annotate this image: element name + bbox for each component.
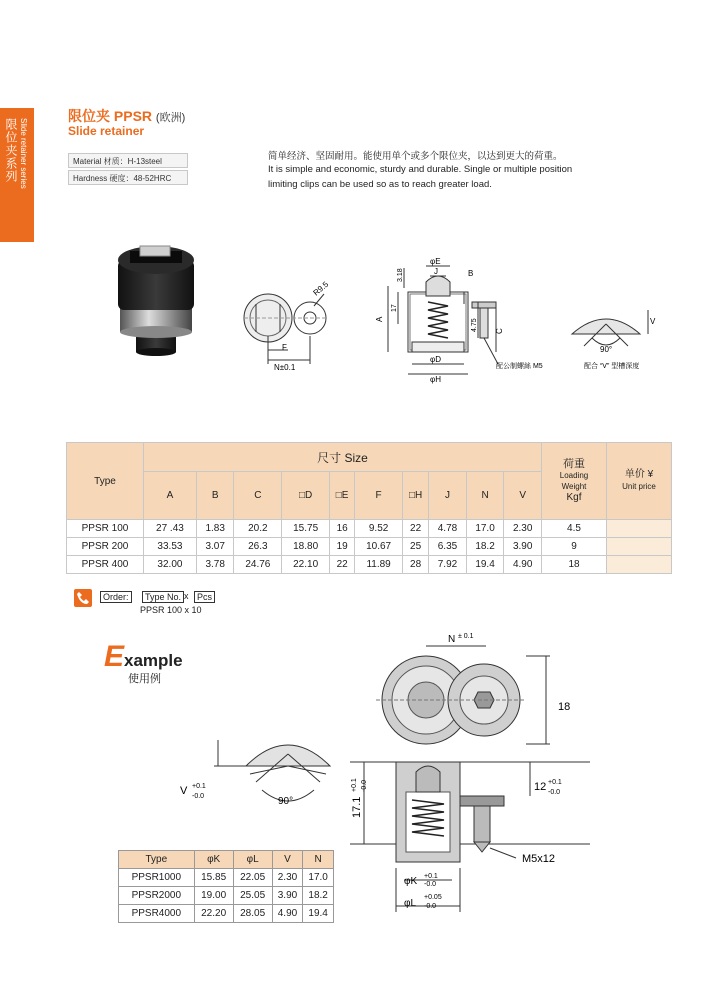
table-cell: 32.00: [144, 556, 197, 574]
table-cell: 4.90: [272, 905, 303, 923]
ex-dim-171-low: -0.0: [361, 779, 368, 792]
load-header: [542, 443, 607, 520]
example-header-cell: φL: [233, 851, 272, 869]
table-cell: 25.05: [233, 887, 272, 905]
table-cell: 28.05: [233, 905, 272, 923]
ex-dim-171-up: +0.1: [351, 778, 358, 792]
m5-label: 配公制螺絲 M5: [496, 363, 543, 370]
table-row: [119, 887, 334, 905]
load-en2: Weight: [561, 482, 587, 491]
table-cell: [607, 520, 672, 538]
table-cell: 4.90: [504, 556, 542, 574]
table-cell: 19.00: [194, 887, 233, 905]
ex-n-tol: ± 0.1: [458, 633, 474, 640]
table-cell: 19.4: [466, 556, 504, 574]
example-title-rest: xample: [124, 651, 183, 670]
example-title: [104, 640, 183, 674]
ex-k-label: φK: [404, 876, 418, 887]
r-label: R9.5: [311, 279, 331, 298]
table-cell: 17.0: [466, 520, 504, 538]
material-spec: Material 材质：H-13steel: [68, 153, 188, 168]
description-en-2: limiting clips can be used so as to reach greater load.: [268, 179, 492, 190]
type-header: Type: [67, 443, 144, 520]
deg90-label: 90°: [600, 345, 613, 354]
table-cell: 3.90: [272, 887, 303, 905]
example-top-view: [376, 630, 586, 750]
table-cell: 25: [403, 538, 429, 556]
table-cell: 11.89: [355, 556, 403, 574]
table-cell: 18.2: [466, 538, 504, 556]
table-cell: PPSR2000: [119, 887, 195, 905]
ex-l-label: φL: [404, 898, 417, 909]
price-cn: 单价 ¥: [624, 469, 654, 480]
example-header-cell: φK: [194, 851, 233, 869]
table-cell: 22.10: [282, 556, 330, 574]
ex-v-low: -0.0: [192, 793, 205, 800]
ex-dim-18: 18: [558, 701, 571, 713]
table-cell: 22.20: [194, 905, 233, 923]
size-column-header: J: [429, 472, 467, 520]
n-label: N±0.1: [274, 363, 296, 372]
order-label: Order:: [100, 591, 132, 603]
ex-deg90-label: 90°: [278, 796, 294, 807]
example-v-drawing: [180, 730, 340, 820]
description-en-1: It is simple and economic, sturdy and durable. Single or multiple position: [268, 164, 573, 175]
table-cell: PPSR 400: [67, 556, 144, 574]
order-x: x: [184, 591, 189, 601]
description-cn: 简单经济、坚固耐用。能使用单个或多个限位夹，以达到更大的荷重。: [268, 151, 563, 162]
j-label: J: [434, 267, 438, 276]
title-region: (欧洲): [155, 112, 186, 124]
table-cell: 24.76: [234, 556, 282, 574]
top-view-drawing: [242, 279, 332, 374]
size-column-header: A: [144, 472, 197, 520]
table-cell: 3.78: [196, 556, 234, 574]
table-cell: PPSR1000: [119, 869, 195, 887]
table-cell: PPSR 100: [67, 520, 144, 538]
hardness-spec: Hardness 硬度：48-52HRC: [68, 170, 188, 185]
c-label: C: [495, 328, 504, 334]
table-cell: 4.5: [542, 520, 607, 538]
table-row: [67, 538, 672, 556]
size-column-header: B: [196, 472, 234, 520]
table-cell: 7.92: [429, 556, 467, 574]
table-cell: 22: [403, 520, 429, 538]
spec-table: [66, 442, 672, 574]
table-row: [67, 520, 672, 538]
example-section-view: [340, 756, 600, 916]
table-cell: 18.80: [282, 538, 330, 556]
size-column-header: □E: [330, 472, 355, 520]
section-view-drawing: [368, 256, 568, 382]
table-cell: 3.07: [196, 538, 234, 556]
size-column-header: N: [466, 472, 504, 520]
series-side-tab: [0, 108, 34, 242]
table-cell: [607, 556, 672, 574]
phone-icon: [74, 589, 92, 607]
example-title-big: E: [104, 640, 125, 673]
order-example: PPSR 100 x 10: [140, 605, 202, 615]
example-header-cell: N: [303, 851, 334, 869]
table-cell: 33.53: [144, 538, 197, 556]
page-subtitle: Slide retainer: [68, 124, 145, 138]
size-column-header: □D: [282, 472, 330, 520]
ex-k-up: +0.1: [424, 873, 438, 880]
size-header: 尺寸 Size: [144, 443, 542, 472]
size-column-header: C: [234, 472, 282, 520]
product-photo: [108, 236, 204, 356]
table-cell: 17.0: [303, 869, 334, 887]
f-label: F: [282, 343, 287, 352]
ex-l-up: +0.05: [424, 894, 442, 901]
table-cell: 28: [403, 556, 429, 574]
price-en: Unit price: [622, 482, 656, 491]
side-tab-en: Slide retainer series: [19, 118, 28, 189]
table-cell: 2.30: [504, 520, 542, 538]
table-cell: 15.75: [282, 520, 330, 538]
table-row: [67, 556, 672, 574]
table-cell: 26.3: [234, 538, 282, 556]
size-column-header: V: [504, 472, 542, 520]
ex-k-low: -0.0: [424, 881, 437, 888]
table-cell: 20.2: [234, 520, 282, 538]
table-cell: 22.05: [233, 869, 272, 887]
ex-n-label: N: [448, 634, 456, 645]
v-groove-drawing: [570, 306, 660, 376]
ex-dim-12-up: +0.1: [548, 779, 562, 786]
table-cell: 19.4: [303, 905, 334, 923]
table-cell: 3.90: [504, 538, 542, 556]
table-cell: 15.85: [194, 869, 233, 887]
example-table: [118, 850, 334, 923]
load-unit: Kgf: [566, 492, 582, 503]
order-type-no: Type No.: [142, 591, 184, 603]
v-label: V: [650, 317, 656, 326]
table-cell: 2.30: [272, 869, 303, 887]
table-cell: 9: [542, 538, 607, 556]
page-title: [68, 106, 185, 126]
dim-475-label: 4.75: [471, 318, 478, 332]
b-label: B: [468, 269, 474, 278]
dim-17-label: 17: [391, 304, 398, 312]
table-cell: 18.2: [303, 887, 334, 905]
groove-label: 配合 “V” 型槽深度: [584, 363, 640, 370]
table-cell: 18: [542, 556, 607, 574]
e-label: φE: [430, 257, 441, 266]
load-en1: Loading: [559, 471, 589, 480]
d-label: φD: [430, 355, 441, 364]
table-cell: 16: [330, 520, 355, 538]
load-cn: 荷重: [563, 458, 585, 470]
table-cell: 6.35: [429, 538, 467, 556]
table-row: [119, 905, 334, 923]
order-pcs: Pcs: [194, 591, 215, 603]
h-label: φH: [430, 375, 441, 384]
table-cell: PPSR 200: [67, 538, 144, 556]
table-cell: 10.67: [355, 538, 403, 556]
size-column-header: F: [355, 472, 403, 520]
dim-318-label: 3.18: [397, 268, 404, 282]
a-label: A: [375, 316, 384, 322]
ex-l-low: -0.0: [424, 903, 437, 910]
table-cell: 22: [330, 556, 355, 574]
ex-dim-171: 17.1: [351, 796, 363, 818]
table-cell: 19: [330, 538, 355, 556]
ex-v-label: V: [180, 785, 188, 797]
table-cell: PPSR4000: [119, 905, 195, 923]
example-header-cell: Type: [119, 851, 195, 869]
table-cell: [607, 538, 672, 556]
title-cn: 限位夹 PPSR: [68, 108, 153, 124]
example-subtitle: 使用例: [128, 673, 161, 685]
size-column-header: □H: [403, 472, 429, 520]
table-cell: 4.78: [429, 520, 467, 538]
ex-m5x12: M5x12: [522, 853, 556, 865]
ex-dim-12: 12: [534, 781, 547, 793]
table-cell: 27 .43: [144, 520, 197, 538]
price-header: [607, 443, 672, 520]
table-row: [119, 869, 334, 887]
ex-v-up: +0.1: [192, 783, 206, 790]
side-tab-cn: 限位夹系列: [4, 118, 18, 183]
table-cell: 9.52: [355, 520, 403, 538]
ex-dim-12-low: -0.0: [548, 789, 561, 796]
example-header-cell: V: [272, 851, 303, 869]
table-cell: 1.83: [196, 520, 234, 538]
